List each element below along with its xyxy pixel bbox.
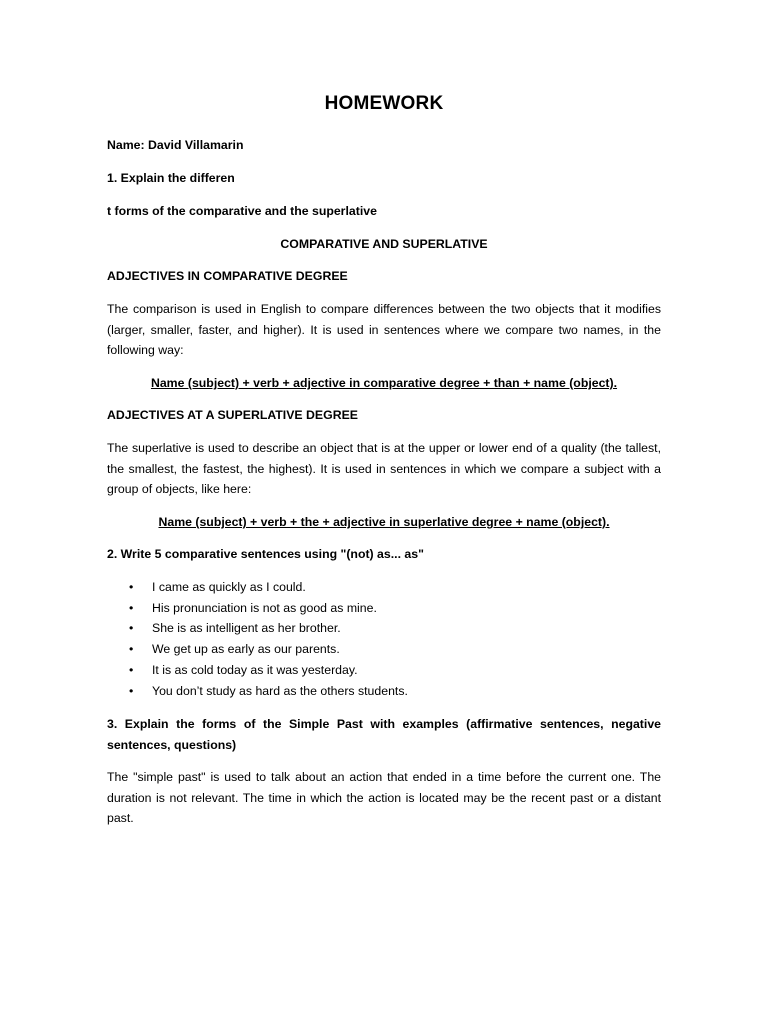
student-name: Name: David Villamarin: [107, 138, 244, 152]
list-item: [107, 618, 661, 639]
superlative-heading: ADJECTIVES AT A SUPERLATIVE DEGREE: [107, 408, 358, 422]
list-item: [107, 598, 661, 619]
question-1-part-1: 1. Explain the differen: [107, 171, 235, 185]
list-item: [107, 681, 661, 702]
question-1-part-2: t forms of the comparative and the superlative: [107, 204, 377, 218]
sentence-text: I came as quickly as I could.: [152, 580, 306, 594]
comparative-paragraph: The comparison is used in English to compare differences between the two objects that it modifies (larger, smaller, faster, and higher). It is used in sentences where we compare two names, in the following way:: [107, 302, 661, 357]
superlative-paragraph: The superlative is used to describe an object that is at the upper or lower end of a quality (the tallest, the smallest, the fastest, the highest). It is used in sentences in which we compare a subject with a group of objects, like here:: [107, 441, 661, 496]
sentence-text: You don’t study as hard as the others students.: [152, 683, 408, 698]
comparative-formula: Name (subject) + verb + adjective in comparative degree + than + name (object).: [150, 376, 618, 390]
sentence-text: It is as cold today as it was yesterday.: [152, 662, 358, 677]
bullet-icon: •: [129, 580, 134, 594]
list-item: [107, 639, 661, 660]
document-title: HOMEWORK: [324, 93, 444, 114]
superlative-formula: Name (subject) + verb + the + adjective in superlative degree + name (object).: [158, 515, 610, 529]
bullet-icon: •: [129, 642, 134, 657]
bullet-icon: •: [129, 621, 134, 636]
sentence-text: His pronunciation is not as good as mine.: [152, 600, 377, 615]
sentence-text: She is as intelligent as her brother.: [152, 621, 341, 636]
list-item: [107, 660, 661, 681]
bullet-icon: •: [129, 600, 134, 615]
sentence-list: [107, 577, 661, 701]
question-3: 3. Explain the forms of the Simple Past with examples (affirmative sentences, negative sentences, questions): [107, 717, 661, 752]
question-2: 2. Write 5 comparative sentences using "(not) as... as": [107, 547, 424, 561]
document-page: [107, 0, 661, 1024]
comparative-heading: ADJECTIVES IN COMPARATIVE DEGREE: [107, 269, 348, 283]
sentence-text: We get up as early as our parents.: [152, 642, 340, 657]
simple-past-paragraph: The "simple past" is used to talk about an action that ended in a time before the current one. The duration is not relevant. The time in which the action is located may be the recent past or a distant past.: [107, 770, 661, 825]
list-item: [107, 577, 661, 598]
bullet-icon: •: [129, 662, 134, 677]
section-heading: COMPARATIVE AND SUPERLATIVE: [280, 237, 488, 251]
bullet-icon: •: [129, 683, 134, 698]
